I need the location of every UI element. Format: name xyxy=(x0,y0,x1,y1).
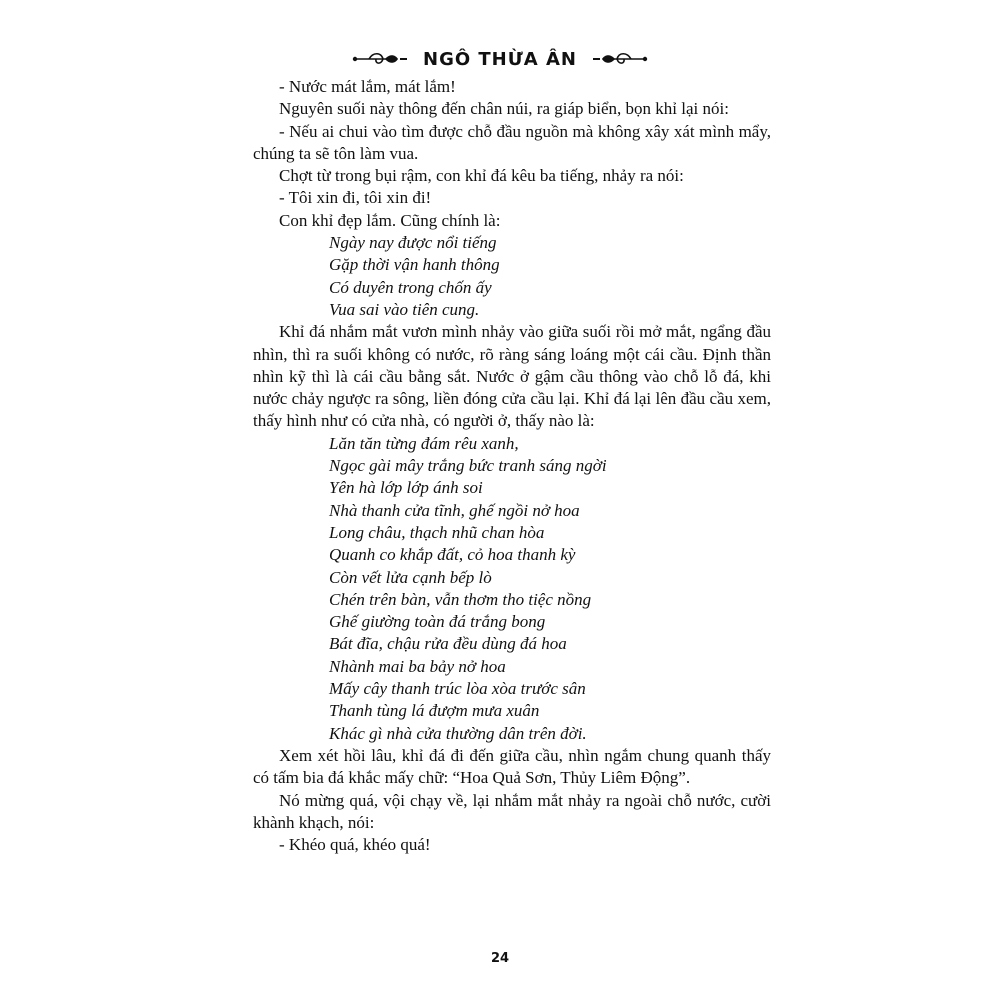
running-header xyxy=(0,44,1000,74)
dialogue-line: - Tôi xin đi, tôi xin đi! xyxy=(279,188,432,208)
poem-line: Ngọc gài mây trắng bức tranh sáng ngời xyxy=(329,456,607,476)
poem-line: Gặp thời vận hanh thông xyxy=(329,255,500,275)
poem-line: Thanh tùng lá đượm mưa xuân xyxy=(329,701,540,721)
poem-line: Yên hà lớp lớp ánh soi xyxy=(329,478,483,498)
paragraph: Nó mừng quá, vội chạy về, lại nhắm mắt nhảy ra ngoài chỗ nước, cười khành khạch, nói: xyxy=(253,790,771,832)
paragraph: Khỉ đá nhắm mắt vươn mình nhảy vào giữa suối rồi mở mắt, ngẩng đầu nhìn, thì ra suối không có nước, rõ ràng sáng loáng một cái cầu. Định thần nhìn kỹ thì là cái cầu bằng sắt. Nước ở gậm cầu thông vào chỗ lỗ đá, khi nước chảy ngược ra sông, liền đóng cửa cầu lại. Khỉ đá lại lên đầu cầu xem, thấy hình như có cửa nhà, có người ở, thấy nào là: xyxy=(253,322,771,431)
paragraph: Chợt từ trong bụi rậm, con khỉ đá kêu ba tiếng, nhảy ra nói: xyxy=(279,166,684,186)
scroll-ornament-left-icon xyxy=(351,48,409,70)
dialogue-line: - Khéo quá, khéo quá! xyxy=(279,835,431,855)
page-number: 24 xyxy=(490,951,510,966)
poem-line: Nhành mai ba bảy nở hoa xyxy=(329,656,506,676)
poem-stanza xyxy=(253,232,771,321)
poem-line: Mấy cây thanh trúc lòa xòa trước sân xyxy=(329,679,586,699)
poem-line: Có duyên trong chốn ấy xyxy=(329,277,492,297)
poem-line: Ngày nay được nổi tiếng xyxy=(329,233,497,253)
book-author-title: NGÔ THỪA ÂN xyxy=(423,48,577,70)
paragraph: Xem xét hồi lâu, khỉ đá đi đến giữa cầu, nhìn ngắm chung quanh thấy có tấm bia đá khắc mấy chữ: “Hoa Quả Sơn, Thủy Liêm Động”. xyxy=(253,745,771,788)
dialogue-line: - Nếu ai chui vào tìm được chỗ đầu nguồn mà không xây xát mình mẩy, chúng ta sẽ tôn làm vua. xyxy=(253,121,771,163)
poem-line: Long châu, thạch nhũ chan hòa xyxy=(329,522,545,542)
poem-line: Bát đĩa, chậu rửa đều dùng đá hoa xyxy=(329,634,567,654)
poem-line: Quanh co khắp đất, cỏ hoa thanh kỳ xyxy=(329,545,576,565)
poem-stanza xyxy=(253,433,771,745)
page-body xyxy=(253,76,771,856)
dialogue-line: - Nước mát lắm, mát lắm! xyxy=(279,77,456,96)
paragraph: Nguyên suối này thông đến chân núi, ra giáp biển, bọn khỉ lại nói: xyxy=(279,99,729,119)
poem-line: Chén trên bàn, vẫn thơm tho tiệc nồng xyxy=(329,589,592,609)
scroll-ornament-right-icon xyxy=(591,48,649,70)
poem-line: Nhà thanh cửa tĩnh, ghế ngồi nở hoa xyxy=(329,500,580,520)
paragraph: Con khỉ đẹp lắm. Cũng chính là: xyxy=(279,210,501,230)
poem-line: Ghế giường toàn đá trắng bong xyxy=(329,612,546,632)
poem-line: Vua sai vào tiên cung. xyxy=(329,299,480,319)
poem-line: Còn vết lửa cạnh bếp lò xyxy=(329,567,492,587)
poem-line: Khác gì nhà cửa thường dân trên đời. xyxy=(329,723,587,743)
poem-line: Lăn tăn từng đám rêu xanh, xyxy=(329,433,519,453)
